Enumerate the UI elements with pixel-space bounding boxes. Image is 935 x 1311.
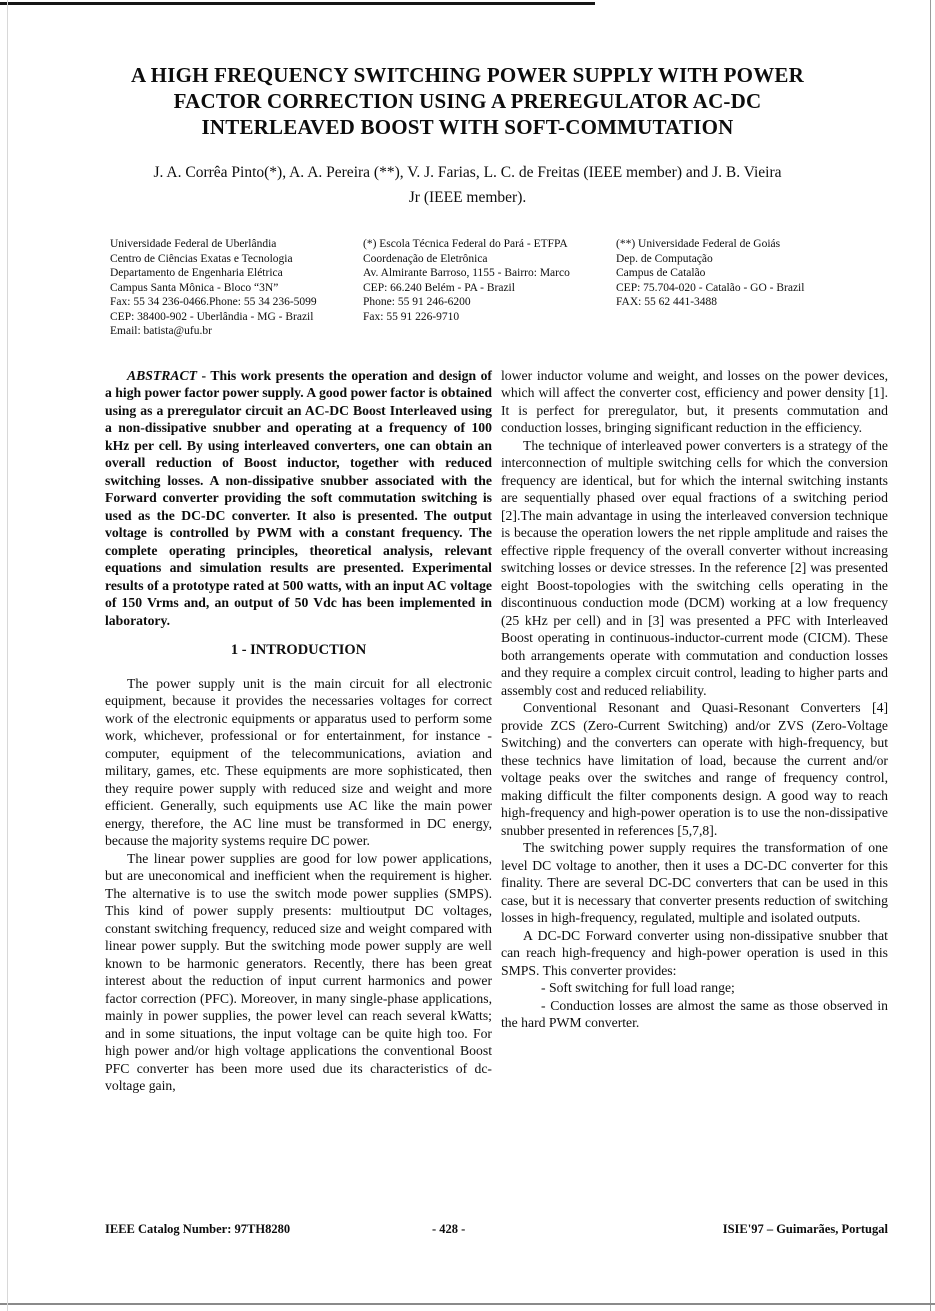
paper-title-line-2: FACTOR CORRECTION USING A PREREGULATOR AC-DC xyxy=(173,89,762,113)
paper-title-line-3: INTERLEAVED BOOST WITH SOFT-COMMUTATION xyxy=(201,115,734,139)
abstract-text: - This work presents the operation and design of a high power factor power supply. A good power factor is obtained using as a preregulator circuit an AC-DC Boost Interleaved using a non-dissipative snubber and operating at a frequency of 100 kHz per cell. By using interleaved converters, one can obtain an overall reduction of Boost inductor, together with reduced switching losses. A non-dissipative snubber associated with the Forward converter providing the soft commutation switching is used as the DC-DC converter. It also is presented. The output voltage is controlled by PWM with a constant frequency. The complete operating principles, theoretical analysis, relevant equations and simulation results are presented. Experimental results of a prototype rated at 500 watts, with an input AC voltage of 150 Vrms and, an output of 50 Vdc has been implemented in laboratory. xyxy=(105,367,492,628)
affiliation-line: Coordenação de Eletrônica xyxy=(363,252,488,265)
affiliation-email: Email: batista@ufu.br xyxy=(110,325,212,337)
affiliation-line: FAX: 55 62 441-3488 xyxy=(616,296,718,308)
intro-paragraph-2: The linear power supplies are good for low power applications, but are uneconomical and inefficient when the requirement is higher. The alternative is to use the switch mode power supplies (SMPS). This kind of power supply presents: multioutput DC voltages, constant switching frequency, reduced size and weight compared with linear power supply. But the switching mode power supply are well known to be harmonic generators. Recently, there has been great interest about the reduction of input current harmonics and power factor correction (PFC). Moreover, in many single-phase applications, mainly in power supplies, the power level can reach several kWatts; and in some situations, the input voltage can be quite high too. For high power and/or high voltage applications the conventional Boost PFC converter has been more used due its characteristics of dc-voltage gain, xyxy=(105,850,492,1093)
footer-catalog-number: IEEE Catalog Number: 97TH8280 xyxy=(105,1222,291,1236)
affiliation-column-2 xyxy=(363,237,616,339)
affiliation-line: CEP: 75.704-020 - Catalão - GO - Brazil xyxy=(616,281,805,294)
affiliation-line: (*) Escola Técnica Federal do Pará - ETFPA xyxy=(363,238,568,250)
scan-artifact-right xyxy=(930,0,931,1311)
intro-paragraph-4: Conventional Resonant and Quasi-Resonant Converters [4] provide ZCS (Zero-Current Switching) and/or ZVS (Zero-Voltage Switching) and the converters can operate with high-frequency, but these technics have limitation of load, because the current and/or voltage peaks over the switches and range of frequency control, making difficult the filter components design. A good way to reach high-frequency and high-power operation is to use the non-dissipative snubber presented in references [5,7,8]. xyxy=(501,700,888,838)
intro-paragraph-6: A DC-DC Forward converter using non-dissipative snubber that can reach high-frequency and high-power operation is used in this SMPS. This converter provides: xyxy=(501,927,888,978)
affiliation-line: Phone: 55 91 246-6200 xyxy=(363,296,471,308)
left-column xyxy=(105,367,492,1095)
intro-paragraph-5: The switching power supply requires the transformation of one level DC voltage to another, then it uses a DC-DC converter for this finality. There are several DC-DC converters that can be used in this case, but it is necessary that converter presents reduction of switching losses in high-frequency, regulated, multiple and isolated outputs. xyxy=(501,840,888,925)
intro-bullet-2: - Conduction losses are almost the same as those observed in the hard PWM converter. xyxy=(501,997,888,1030)
authors-line-1: J. A. Corrêa Pinto(*), A. A. Pereira (**), V. J. Farias, L. C. de Freitas (IEEE member) and J. B. Vieira xyxy=(153,164,782,181)
affiliation-line: Av. Almirante Barroso, 1155 - Bairro: Marco xyxy=(363,267,570,279)
authors-line-2: Jr (IEEE member). xyxy=(408,189,527,206)
section-heading-introduction: 1 - INTRODUCTION xyxy=(230,642,367,658)
affiliation-line: (**) Universidade Federal de Goiás xyxy=(616,238,781,250)
affiliation-line: Fax: 55 34 236-0466.Phone: 55 34 236-5099 xyxy=(110,296,317,308)
affiliation-line: Campus de Catalão xyxy=(616,267,706,279)
affiliation-line: Fax: 55 91 226-9710 xyxy=(363,310,460,323)
affiliation-line: CEP: 38400-902 - Uberlândia - MG - Brazil xyxy=(110,310,314,323)
scan-artifact-top xyxy=(0,2,595,5)
affiliation-line: Campus Santa Mônica - Bloco “3N” xyxy=(110,281,279,294)
affiliation-column-3 xyxy=(616,237,891,339)
intro-paragraph-3: The technique of interleaved power converters is a strategy of the interconnection of multiple switching cells for which the conversion frequency are identical, but for which the internal switching instants are sequentially phased over equal fractions of a switching period [2].The main advantage in using the interleaved conversion technique is because the operation lowers the net ripple amplitude and raises the effective ripple frequency of the overall converter without increasing switching losses or device stresses. In the reference [2] was presented eight Boost-topologies with the switching cells operating in the discontinuous conduction mode (DCM) working at a low frequency (25 kHz per cell) and in [3] was presented a PFC with Interleaved Boost operating in continuous-inductor-current mode (CICM). These both arrangements operate with commutation and conduction losses and they require a complex circuit control, leading to higher parts and assembly cost and reduced reliability. xyxy=(501,437,888,698)
scan-artifact-bottom xyxy=(0,1303,935,1305)
affiliation-line: Dep. de Computação xyxy=(616,252,713,265)
intro-paragraph-1: The power supply unit is the main circuit for all electronic equipment, because it provides the necessaries voltages for correct work of the electronic equipments or apparatus used to perform some work, whichever, professional or for entertainment, for instance - computer, equipment of the telecommunications, aviation and military, games, etc. These equipments are more sophisticated, then they require power supply with reduced size and weight and more efficient. Generally, such equipments use AC like the main power energy, therefore, the AC line must be transformed in DC energy, because the majority systems require DC power. xyxy=(105,675,492,848)
paper-title xyxy=(105,62,830,140)
intro-paragraph-2-continued: lower inductor volume and weight, and losses on the power devices, which will affect the converter cost, efficiency and power density [1]. It is perfect for preregulator, but, it presents commutation and conduction losses, bringing significant reduction in the efficiency. xyxy=(501,367,888,435)
right-column xyxy=(501,367,888,1095)
abstract xyxy=(105,367,492,630)
abstract-label: ABSTRACT xyxy=(127,367,197,383)
body-columns xyxy=(105,367,888,1095)
affiliation-line: Universidade Federal de Uberlândia xyxy=(110,238,277,250)
footer-conference: ISIE'97 – Guimarães, Portugal xyxy=(722,1222,888,1236)
scan-artifact-left xyxy=(7,0,8,1311)
affiliation-line: CEP: 66.240 Belém - PA - Brazil xyxy=(363,281,515,294)
affiliation-column-1 xyxy=(110,237,363,339)
intro-bullet-1: - Soft switching for full load range; xyxy=(541,980,735,995)
authors xyxy=(105,160,830,210)
paper-title-line-1: A HIGH FREQUENCY SWITCHING POWER SUPPLY WITH POWER xyxy=(131,63,804,87)
affiliation-line: Centro de Ciências Exatas e Tecnologia xyxy=(110,252,293,265)
footer-page-number: - 428 - xyxy=(432,1222,466,1236)
affiliation-line: Departamento de Engenharia Elétrica xyxy=(110,267,283,279)
affiliations xyxy=(110,237,935,339)
